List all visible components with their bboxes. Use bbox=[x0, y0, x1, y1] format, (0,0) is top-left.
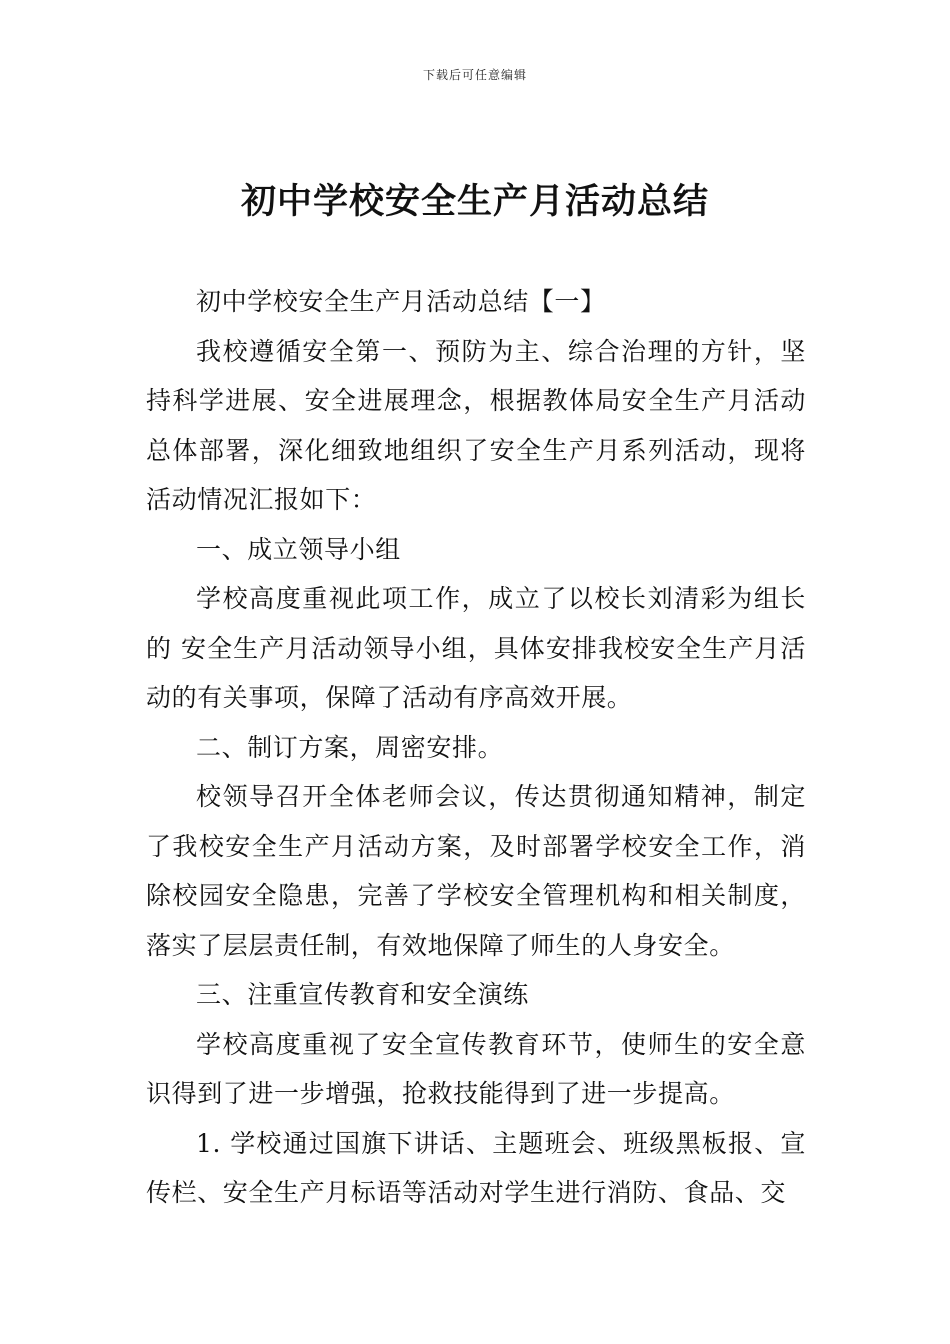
section-heading: 初中学校安全生产月活动总结【一】 bbox=[196, 287, 606, 316]
paragraph: 1. 学校通过国旗下讲话、主题班会、班级黑板报、宣传栏、安全生产月标语等活动对学生进行消防、食品、交 bbox=[146, 1128, 806, 1207]
paragraph: 学校高度重视了安全宣传教育环节，使师生的安全意识得到了进一步增强，抢救技能得到了进一步提高。 bbox=[146, 1029, 806, 1108]
section-heading: 三、注重宣传教育和安全演练 bbox=[196, 980, 529, 1009]
paragraph: 我校遵循安全第一、预防为主、综合治理的方针，坚持科学进展、安全进展理念，根据教体局安全生产月活动总体部署，深化细致地组织了安全生产月系列活动，现将活动情况汇报如下： bbox=[146, 336, 806, 514]
paragraph: 校领导召开全体老师会议，传达贯彻通知精神，制定了我校安全生产月活动方案，及时部署学校安全工作，消除校园安全隐患，完善了学校安全管理机构和相关制度，落实了层层责任制，有效地保障了师生的人身安全。 bbox=[146, 782, 806, 960]
section-heading: 一、成立领导小组 bbox=[196, 534, 401, 564]
header-note: 下载后可任意编辑 bbox=[422, 68, 527, 82]
section-heading: 二、制订方案，周密安排。 bbox=[196, 732, 504, 762]
document-body bbox=[146, 277, 806, 1218]
paragraph: 学校高度重视此项工作，成立了以校长刘清彩为组长的 安全生产月活动领导小组，具体安排我校安全生产月活动的有关事项，保障了活动有序高效开展。 bbox=[146, 584, 806, 712]
document-title: 初中学校安全生产月活动总结 bbox=[240, 182, 709, 222]
